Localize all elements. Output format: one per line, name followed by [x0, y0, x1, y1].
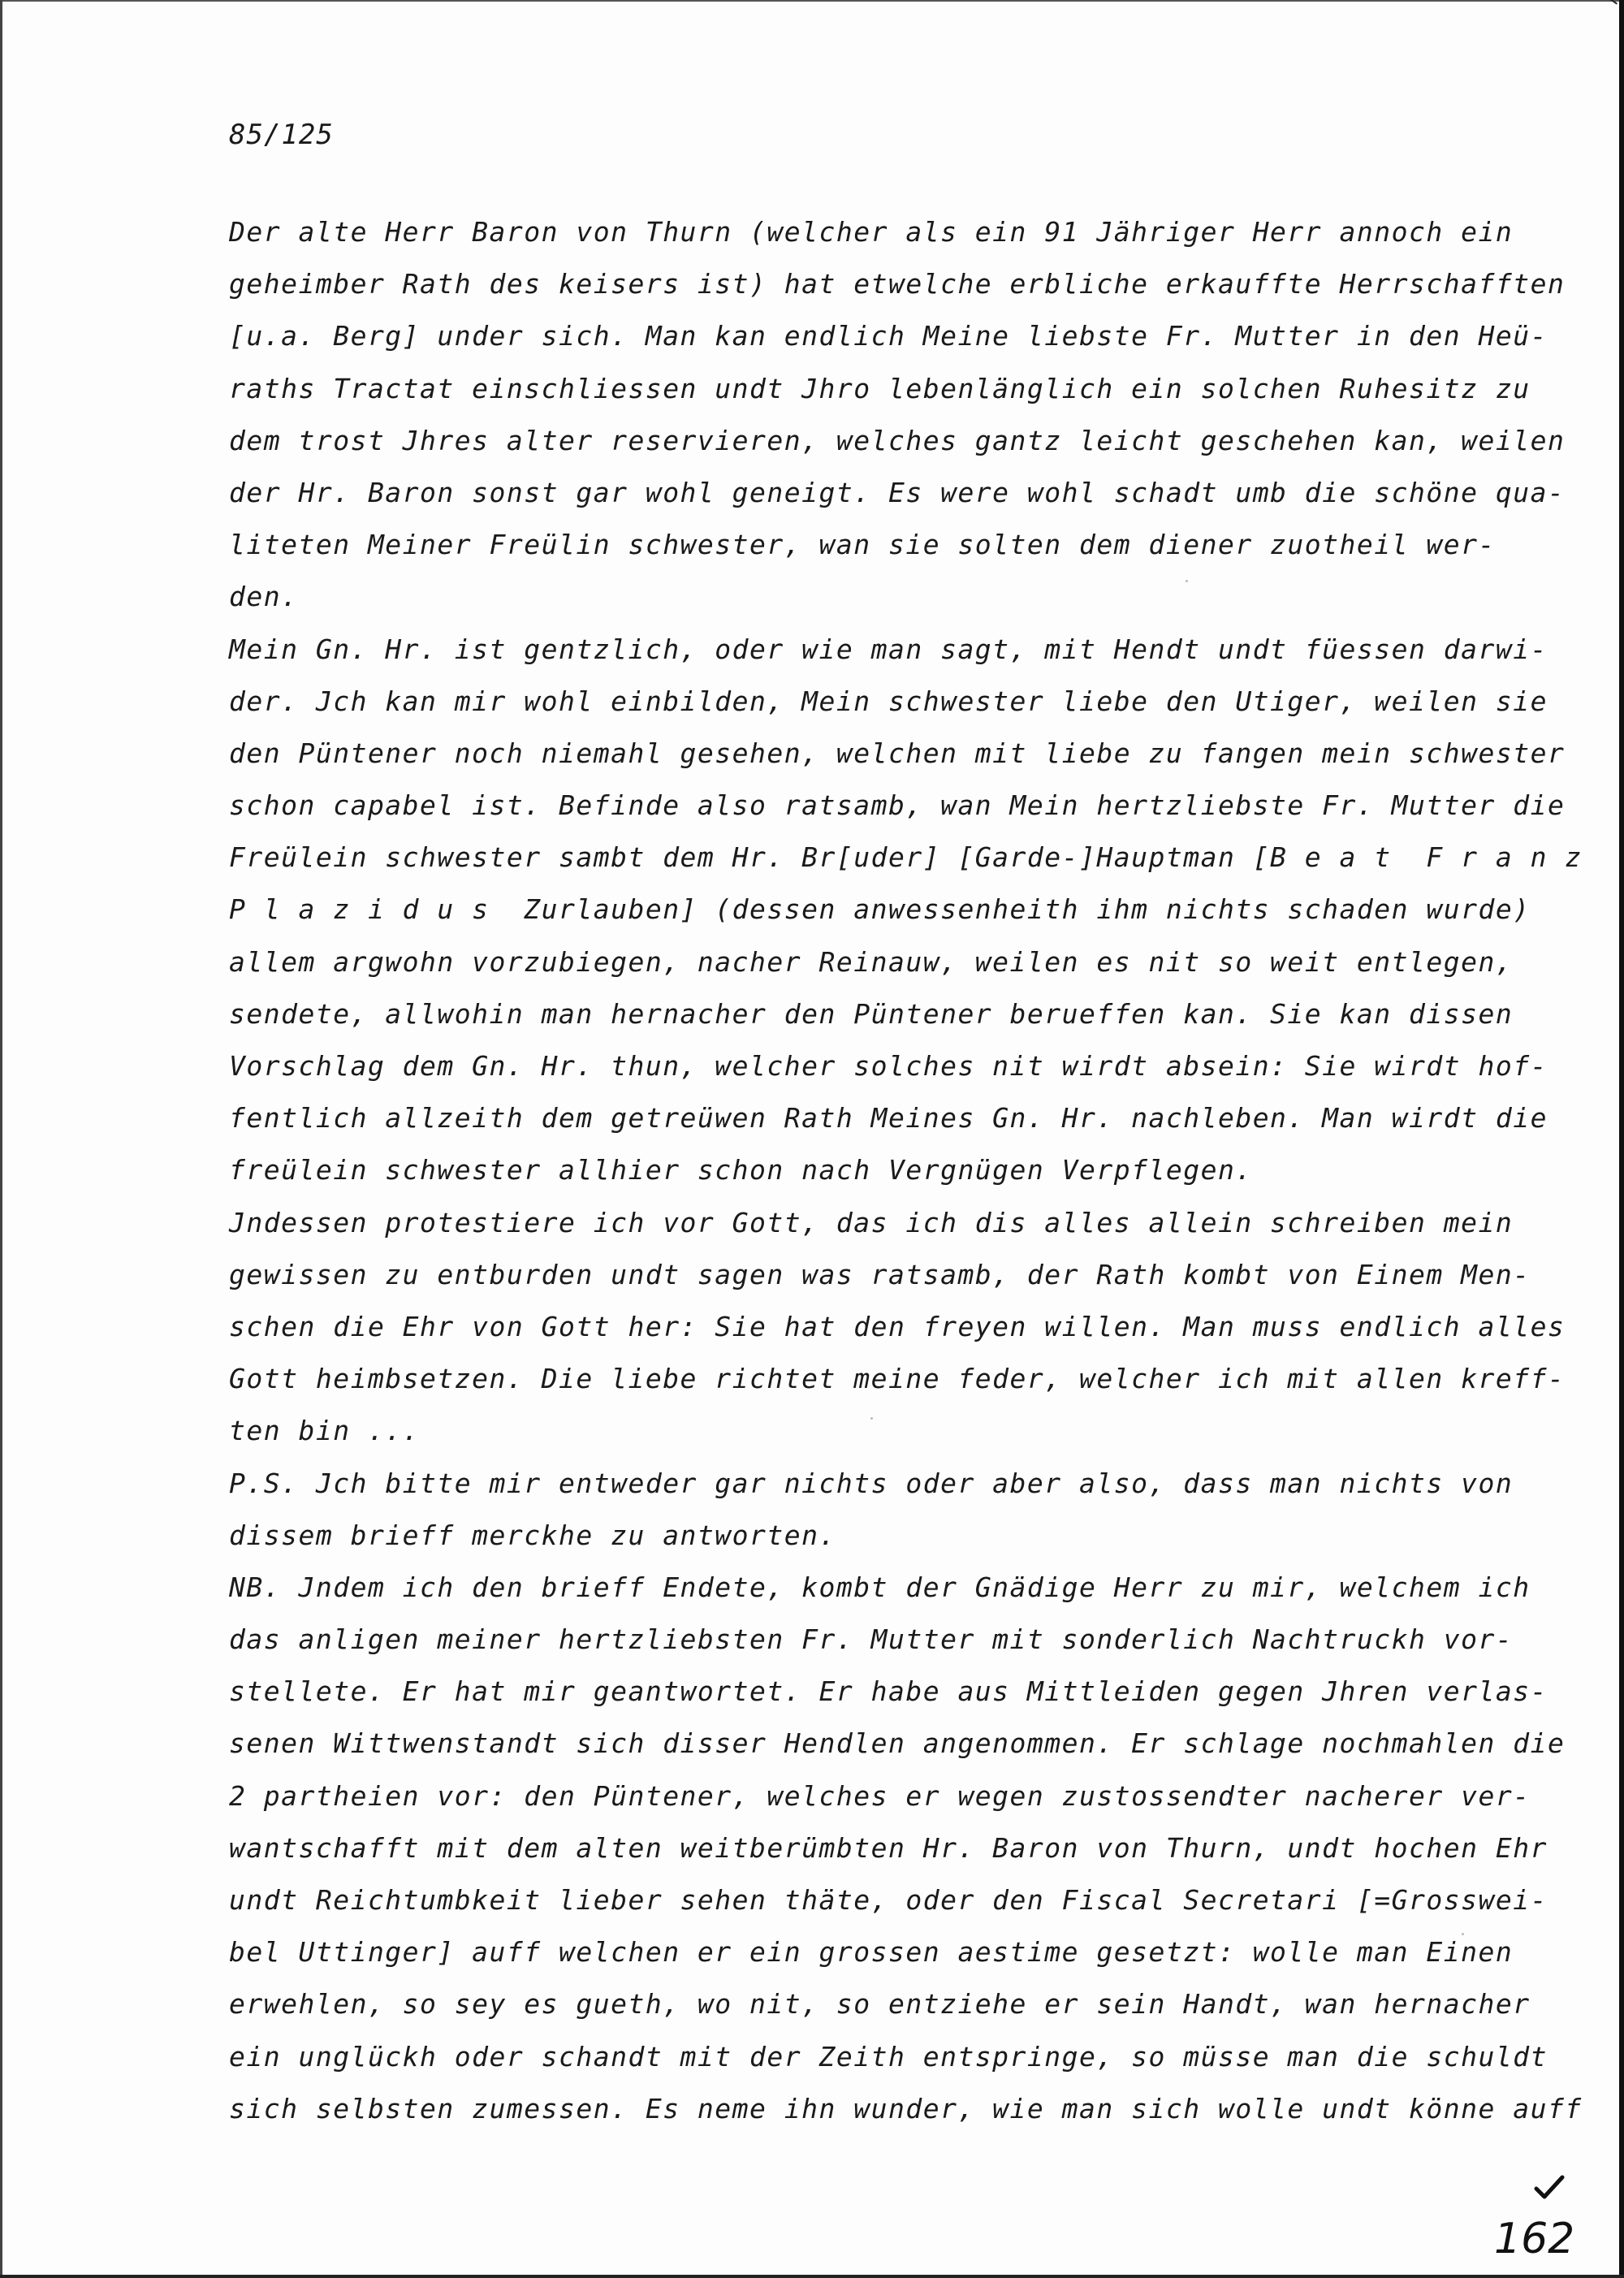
text-line: bel Uttinger] auff welchen er ein grossen aestime gesetzt: wolle man Einen — [229, 1936, 1514, 1969]
text-line: Der alte Herr Baron von Thurn (welcher als ein 91 Jähriger Herr annoch ein — [229, 216, 1514, 248]
page-edge-left — [0, 0, 2, 2278]
page-edge-top — [0, 0, 1624, 2]
text-line: sendete, allwohin man hernacher den Püntener berueffen kan. Sie kan dissen — [229, 997, 1514, 1030]
text-line: Jndessen protestiere ich vor Gott, das ich dis alles allein schreiben mein — [229, 1206, 1514, 1238]
text-line: Mein Gn. Hr. ist gentzlich, oder wie man sagt, mit Hendt undt füessen darwi- — [229, 633, 1548, 665]
text-line: gewissen zu entburden undt sagen was ratsamb, der Rath kombt von Einem Men- — [229, 1258, 1531, 1290]
text-line: Freülein schwester sambt dem Hr. Br[uder] [Garde-]Hauptman [B e a t F r a n z — [229, 841, 1583, 874]
text-line: ten bin ... — [229, 1415, 421, 1447]
transcription-body — [229, 206, 1583, 2135]
text-line: liteten Meiner Freülin schwester, wan sie solten dem diener zuotheil wer- — [229, 529, 1496, 561]
page-edge-bottom — [0, 2275, 1624, 2278]
text-line: freülein schwester allhier schon nach Vergnügen Verpflegen. — [229, 1154, 1253, 1187]
text-line: der Hr. Baron sonst gar wohl geneigt. Es were wohl schadt umb die schöne qua- — [229, 476, 1566, 508]
text-line: wantschafft mit dem alten weitberümbten Hr. Baron von Thurn, undt hochen Ehr — [229, 1831, 1548, 1864]
text-line: erwehlen, so sey es gueth, wo nit, so entziehe er sein Handt, wan hernacher — [229, 1988, 1531, 2021]
text-line: allem argwohn vorzubiegen, nacher Reinauw, weilen es nit so weit entlegen, — [229, 945, 1514, 978]
text-line: senen Wittwenstandt sich disser Hendlen angenommen. Er schlage nochmahlen die — [229, 1727, 1566, 1760]
text-line: den. — [229, 581, 299, 613]
text-line: NB. Jndem ich den brieff Endete, kombt der Gnädige Herr zu mir, welchem ich — [229, 1571, 1531, 1603]
paper-speck — [1462, 1933, 1464, 1935]
text-line: das anligen meiner hertzliebsten Fr. Mutter mit sonderlich Nachtruckh vor- — [229, 1623, 1514, 1656]
text-line: 2 partheien vor: den Püntener, welches er wegen zustossendter nacherer ver- — [229, 1779, 1531, 1812]
paper-speck — [1186, 580, 1188, 582]
text-line: den Püntener noch niemahl gesehen, welchen mit liebe zu fangen mein schwester — [229, 737, 1566, 769]
text-line: stellete. Er hat mir geantwortet. Er habe aus Mittleiden gegen Jhren verlas- — [229, 1675, 1548, 1708]
text-line: [u.a. Berg] under sich. Man kan endlich Meine liebste Fr. Mutter in den Heü- — [229, 320, 1548, 352]
folio-number: 85/125 — [229, 119, 334, 151]
paper-speck — [870, 1417, 873, 1420]
archive-page-number: 162 — [1494, 2215, 1575, 2263]
text-line: dem trost Jhres alter reservieren, welches gantz leicht geschehen kan, weilen — [229, 424, 1566, 456]
corner-fold-mark — [1583, 0, 1618, 24]
text-line: P l a z i d u s Zurlauben] (dessen anwessenheith ihm nichts schaden wurde) — [229, 893, 1531, 926]
text-line: der. Jch kan mir wohl einbilden, Mein schwester liebe den Utiger, weilen sie — [229, 685, 1548, 717]
text-line: undt Reichtumbkeit lieber sehen thäte, oder den Fiscal Secretari [=Grosswei- — [229, 1884, 1548, 1916]
text-line: dissem brieff merckhe zu antworten. — [229, 1519, 836, 1551]
page-edge-right — [1619, 0, 1624, 2278]
text-line: schen die Ehr von Gott her: Sie hat den freyen willen. Man muss endlich alles — [229, 1310, 1566, 1342]
archive-page-stamp — [1494, 2174, 1592, 2263]
text-line: geheimber Rath des keisers ist) hat etwelche erbliche erkauffte Herrschafften — [229, 268, 1566, 300]
text-line: schon capabel ist. Befinde also ratsamb, wan Mein hertzliebste Fr. Mutter die — [229, 789, 1566, 822]
text-line: raths Tractat einschliessen undt Jhro lebenlänglich ein solchen Ruhesitz zu — [229, 372, 1531, 404]
text-line: Vorschlag dem Gn. Hr. thun, welcher solches nit wirdt absein: Sie wirdt hof- — [229, 1050, 1548, 1082]
text-line: ein unglückh oder schandt mit der Zeith entspringe, so müsse man die schuldt — [229, 2040, 1548, 2073]
text-line: Gott heimbsetzen. Die liebe richtet meine feder, welcher ich mit allen kreff- — [229, 1363, 1566, 1395]
check-mark-icon — [1533, 2174, 1566, 2203]
text-line: P.S. Jch bitte mir entweder gar nichts oder aber also, dass man nichts von — [229, 1467, 1514, 1499]
text-line: fentlich allzeith dem getreüwen Rath Meines Gn. Hr. nachleben. Man wirdt die — [229, 1102, 1548, 1135]
text-line: sich selbsten zumessen. Es neme ihn wunder, wie man sich wolle undt könne auff — [229, 2092, 1583, 2125]
